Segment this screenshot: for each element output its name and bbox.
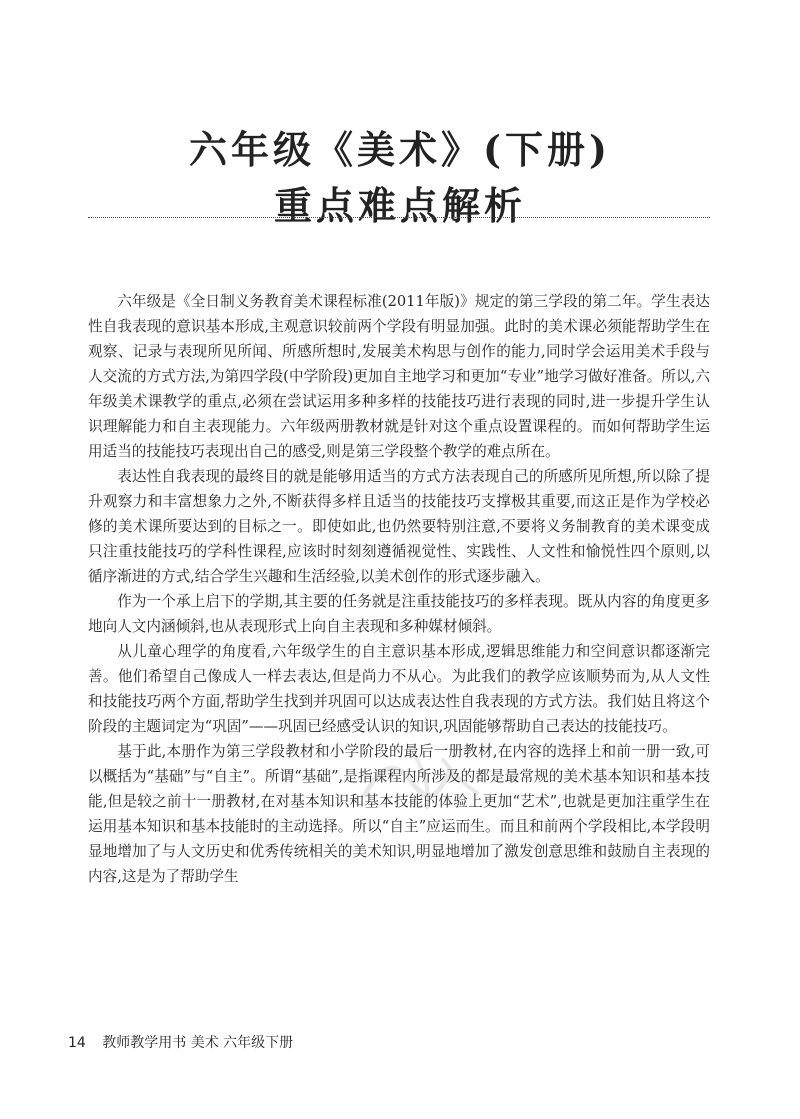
page-number: 14 [68, 1035, 86, 1051]
page-title-line-2: 重点难点解析 [273, 183, 526, 228]
title-block [0, 125, 800, 231]
paragraph-2: 表达性自我表现的最终目的就是能够用适当的方式方法表现自己的所感所见所想,所以除了提升观察力和丰富想象力之外,不断获得多样且适当的技能技巧支撑极其重要,而这正是作为学校必修的美术课所要达到的目标之一。即使如此,也仍然要特别注意,不要将义务制教育的美术课变成只注重技能技巧的学科性课程,应该时时刻刻遵循视觉性、实践性、人文性和愉悦性四个原则,以循序渐进的方式,结合学生兴趣和生活经验,以美术创作的形式逐步融入。 [88, 468, 710, 585]
paragraph-4: 从儿童心理学的角度看,六年级学生的自主意识基本形成,逻辑思维能力和空间意识都逐渐完善。他们希望自己像成人一样去表达,但是尚力不从心。为此我们的教学应该顺势而为,从人文性和技能技巧两个方面,帮助学生找到并巩固可以达成表达性自我表现的方式方法。我们姑且将这个阶段的主题词定为“巩固”——巩固已经感受认识的知识,巩固能够帮助自己表达的技能技巧。 [88, 643, 710, 735]
paragraph-3: 作为一个承上启下的学期,其主要的任务就是注重技能技巧的多样表现。既从内容的角度更多地向人文内涵倾斜,也从表现形式上向自主表现和多种媒材倾斜。 [88, 593, 710, 635]
calligraphy-watermark-icon [355, 745, 485, 815]
running-title: 教师教学用书 美术 六年级下册 [102, 1035, 294, 1051]
paragraph-5: 基于此,本册作为第三学段教材和小学阶段的最后一册教材,在内容的选择上和前一册一致,可以概括为“基础”与“自主”。所谓“基础”,是指课程内所涉及的都是最常规的美术基本知识和基本技能,但是较之前十一册教材,在对基本知识和基本技能的体验上更加“艺术”,也就是更加注重学生在运用基本知识和基本技能时的主动选择。所以“自主”应运而生。而且和前两个学段相比,本学段明显地增加了与人文历史和优秀传统相关的美术知识,明显地增加了激发创意思维和鼓励自主表现的内容,这是为了帮助学生 [88, 743, 710, 885]
page-title-line-1: 六年级《美术》(下册) [189, 127, 611, 172]
page-footer [68, 1032, 293, 1052]
title-divider [88, 217, 710, 218]
paragraph-1: 六年级是《全日制义务教育美术课程标准(2011年版)》规定的第三学段的第二年。学生表达性自我表现的意识基本形成,主观意识较前两个学段有明显加强。此时的美术课必须能帮助学生在观察、记录与表现所见所闻、所感所想时,发展美术构思与创作的能力,同时学会运用美术手段与人交流的方式方法,为第四学段(中学阶段)更加自主地学习和更加“专业”地学习做好准备。所以,六年级美术课教学的重点,必须在尝试运用多种多样的技能技巧进行表现的同时,进一步提升学生认识理解能力和自主表现能力。六年级两册教材就是针对这个重点设置课程的。而如何帮助学生运用适当的技能技巧表现出自己的感受,则是第三学段整个教学的难点所在。 [88, 293, 710, 460]
